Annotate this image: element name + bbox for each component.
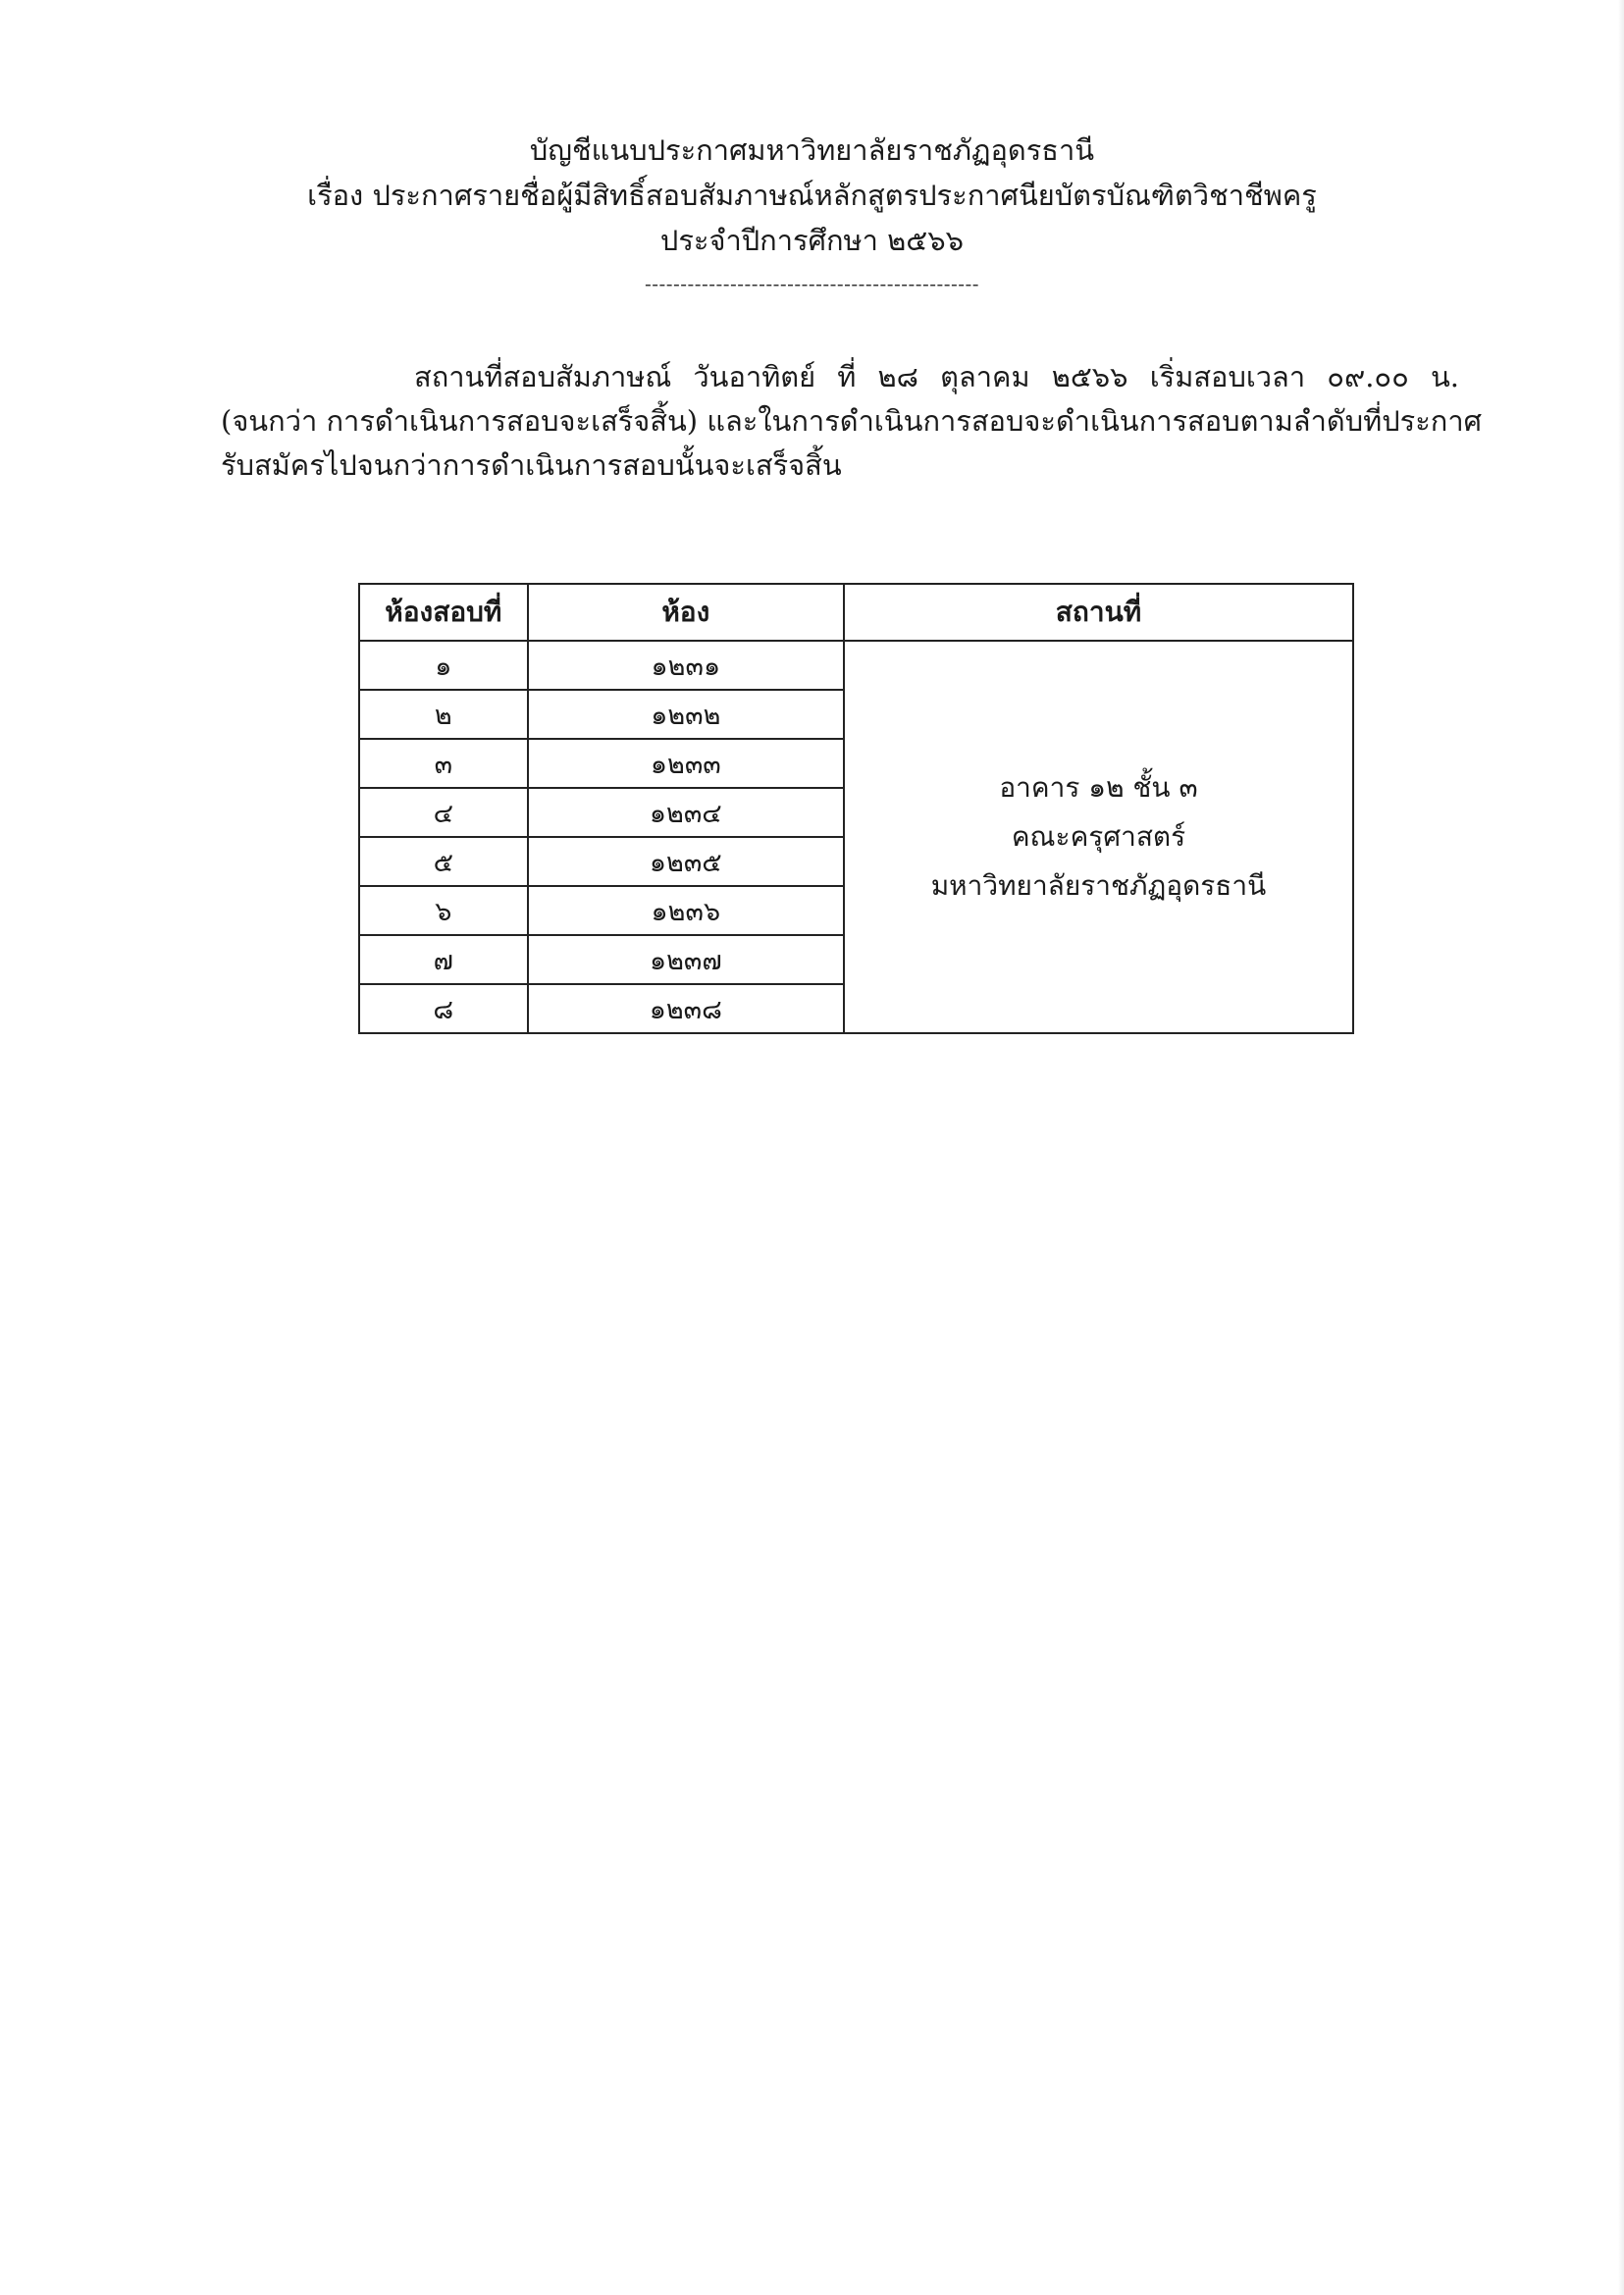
exam-room-no-cell: ๘ xyxy=(359,984,528,1033)
intro-line-2: (จนกว่า การดำเนินการสอบจะเสร็จสิ้น) และในการดำเนินการสอบจะดำเนินการสอบตามลำดับที่ประกาศ xyxy=(221,404,1483,438)
page-edge-shadow xyxy=(1618,0,1624,2295)
exam-rooms-table xyxy=(358,583,1354,1034)
room-cell: ๑๒๓๗ xyxy=(528,935,844,984)
header-room: ห้อง xyxy=(528,584,844,641)
document-subject: เรื่อง ประกาศรายชื่อผู้มีสิทธิ์สอบสัมภาษณ์หลักสูตรประกาศนียบัตรบัณฑิตวิชาชีพครู xyxy=(307,179,1317,212)
academic-year: ประจำปีการศึกษา ๒๕๖๖ xyxy=(659,224,965,257)
exam-room-no-cell: ๕ xyxy=(359,837,528,886)
room-cell: ๑๒๓๓ xyxy=(528,739,844,788)
location-building: อาคาร ๑๒ ชั้น ๓ xyxy=(999,771,1198,804)
location-university: มหาวิทยาลัยราชภัฏอุดรธานี xyxy=(930,869,1267,902)
exam-room-no-cell: ๑ xyxy=(359,641,528,690)
document-title: บัญชีแนบประกาศมหาวิทยาลัยราชภัฏอุดรธานี xyxy=(529,133,1095,167)
exam-room-no-cell: ๖ xyxy=(359,886,528,935)
exam-room-no-cell: ๔ xyxy=(359,788,528,837)
header-location: สถานที่ xyxy=(844,584,1353,641)
room-cell: ๑๒๓๔ xyxy=(528,788,844,837)
location-cell xyxy=(844,641,1353,1033)
header-exam-room-no: ห้องสอบที่ xyxy=(359,584,528,641)
document-header xyxy=(0,128,1624,298)
table-row xyxy=(359,641,1353,690)
exam-room-no-cell: ๗ xyxy=(359,935,528,984)
table-header-row xyxy=(359,584,1353,641)
room-cell: ๑๒๓๘ xyxy=(528,984,844,1033)
intro-paragraph xyxy=(221,355,1483,488)
exam-room-no-cell: ๒ xyxy=(359,690,528,739)
room-cell: ๑๒๓๕ xyxy=(528,837,844,886)
exam-room-no-cell: ๓ xyxy=(359,739,528,788)
room-cell: ๑๒๓๒ xyxy=(528,690,844,739)
intro-line-3: รับสมัครไปจนกว่าการดำเนินการสอบนั้นจะเสร็จสิ้น xyxy=(221,448,842,482)
location-faculty: คณะครุศาสตร์ xyxy=(1011,820,1186,853)
room-cell: ๑๒๓๑ xyxy=(528,641,844,690)
intro-line-1: สถานที่สอบสัมภาษณ์ วันอาทิตย์ ที่ ๒๘ ตุลาคม ๒๕๖๖ เริ่มสอบเวลา ๐๙.๐๐ น. xyxy=(414,360,1459,393)
header-divider: ----------------------------------------------- xyxy=(644,272,980,295)
room-cell: ๑๒๓๖ xyxy=(528,886,844,935)
